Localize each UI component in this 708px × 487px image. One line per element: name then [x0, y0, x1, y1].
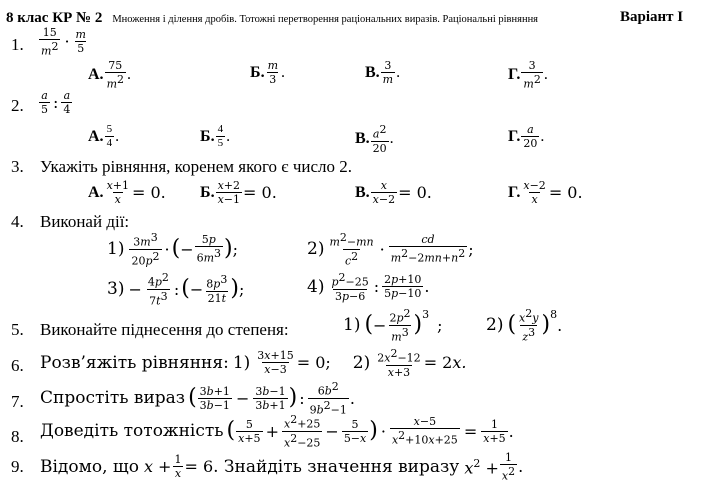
task-4-number: 4.	[11, 212, 24, 231]
task-6-expression: Розв’яжіть рівняння: 1) $\frac{3x+15}{x-3}$ = 0; 2) $\frac{2x^2-12}{x+3}$ = 2x.	[40, 347, 467, 379]
task-4-item-1: 1) $3m^3$ $20p^2$ · ( − $\frac{5p}{6m^3}$ ) ;	[107, 231, 239, 268]
task-2-option-b: Б. 4 5 .	[200, 123, 231, 149]
task-5-item-1: 1) ( − $\frac{2p^2}{m^3}$ ) $^3$ ;	[343, 307, 443, 344]
test-topics: Множення і ділення дробів. Тотожні перетворення раціональних виразів. Раціональні рівняння	[112, 14, 539, 25]
task-1-number: 1.	[11, 35, 24, 54]
task-2-option-c: В. $a^2$ 20 .	[355, 123, 394, 155]
task-4-item-2: 2) $m^2-mn$ $c^2$ · cd $m^2-2mn+n^2$ ;	[307, 231, 474, 268]
task-4-text: Виконай дії:	[40, 212, 130, 231]
task-7-expression: Спростіть вираз ( 3b+1 3b−1 − $\frac{3b-1}{3b+1}$ ) : $6b^2$ $9b^2-1$ .	[40, 380, 355, 417]
task-4-item-4: 4) $p^2-25$ 3p−6 : 2p+10 5p−10 .	[307, 271, 430, 303]
task-3-number: 3.	[11, 157, 24, 176]
task-2-option-d: Г. a 20 .	[508, 123, 545, 150]
task-1-option-b: Б. m 3 .	[250, 59, 286, 86]
task-7-number: 7.	[11, 392, 24, 411]
task-9-expression: Відомо, що x + $\frac{1}{x}$ = 6 . Знайдіть значення виразу $x^2$ + $\frac{1}{x^2}$ .	[40, 451, 524, 483]
task-2-expression: a 5 : a 4	[41, 89, 71, 116]
task-8-number: 8.	[11, 427, 24, 446]
task-9-number: 9.	[11, 457, 24, 476]
task-5-item-2: 2) ( $x^2y$ $z^3$ ) $^8$ .	[486, 307, 563, 344]
task-1-expression: 15 $m^2$ · m 5	[41, 26, 86, 58]
task-2-number: 2.	[11, 96, 24, 115]
task-6-number: 6.	[11, 356, 24, 375]
task-3-option-a: А. $\frac{x+1}{x}$ = 0.	[88, 179, 166, 206]
task-1-option-d: Г. 3 $m^2$ .	[508, 59, 548, 91]
task-5-number: 5.	[11, 320, 24, 339]
task-3-option-c: В. $\frac{x}{x-2}$ = 0.	[355, 179, 432, 206]
task-3-text: Укажіть рівняння, коренем якого є число 2.	[40, 157, 353, 176]
task-3-option-d: Г. $\frac{x-2}{x}$ = 0.	[508, 179, 583, 206]
task-4-item-3: 3) − $\frac{4p^2}{7t^3}$ : ( − $\frac{8p^3}{21t}$ ) ;	[107, 271, 245, 308]
task-8-expression: Доведіть тотожність ( 5 x+5 + $\frac{x^2+25}{x^2-25}$ − $\frac{5}{5-x}$ ) · $\frac{x-5}{x^2+10x+25}$ = $\frac{1}{x+5}$ .	[40, 413, 514, 450]
test-title: 8 клас КР № 2	[6, 10, 103, 26]
task-1-option-c: В. 3 m .	[365, 59, 401, 86]
variant-label: Варіант І	[620, 9, 684, 25]
task-3-option-b: Б. $\frac{x+2}{x-1}$ = 0.	[200, 179, 277, 206]
task-5-text: Виконайте піднесення до степеня:	[40, 320, 289, 339]
task-1-option-a: А. 75 $m^2$ .	[88, 59, 131, 91]
task-2-option-a: А. 5 4 .	[88, 123, 120, 149]
header	[6, 9, 538, 27]
